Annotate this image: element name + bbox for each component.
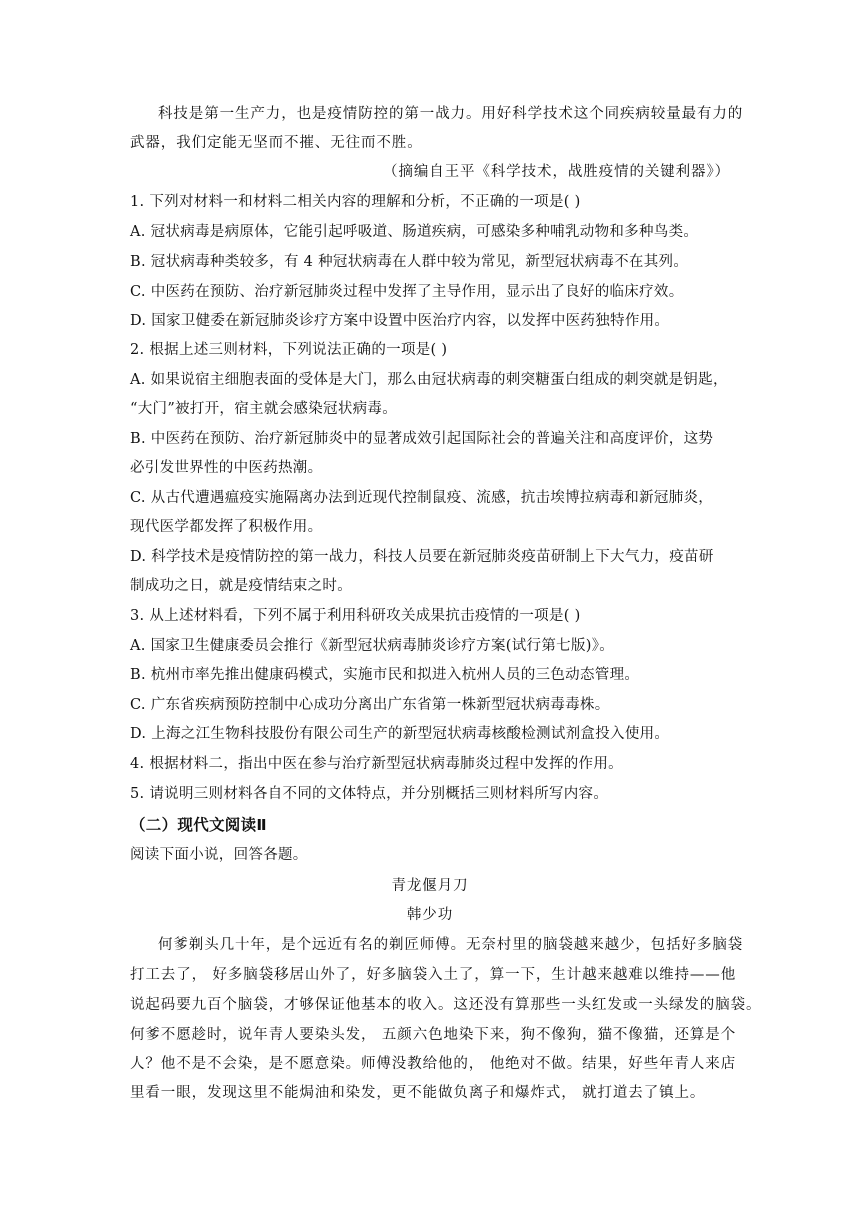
question-2-stem: 2. 根据上述三则材料，下列说法正确的一项是( ) [130, 342, 448, 358]
question-2-option-c-line2: 现代医学都发挥了积极作用。 [130, 519, 323, 535]
question-2-option-a-line1: A. 如果说宿主细胞表面的受体是大门，那么由冠状病毒的刺突糖蛋白组成的刺突就是钥匙， [130, 372, 728, 388]
story-paragraph-line: 人？他不是不会染，是不愿意染。师傅没教给他的， 他绝对不做。结果，好些年青人来店 [130, 1056, 737, 1072]
question-1-option-d: D. 国家卫健委在新冠肺炎诊疗方案中设置中医治疗内容，以发挥中医药独特作用。 [130, 313, 670, 329]
question-3-option-a: A. 国家卫生健康委员会推行《新型冠状病毒肺炎诊疗方案(试行第七版)》。 [130, 638, 615, 654]
story-author: 韩少功 [406, 907, 454, 923]
question-1-option-a: A. 冠状病毒是病原体，它能引起呼吸道、肠道疾病，可感染多种哺乳动物和多种鸟类。 [130, 224, 699, 240]
question-3-option-d: D. 上海之江生物科技股份有限公司生产的新型冠状病毒核酸检测试剂盒投入使用。 [130, 726, 670, 742]
question-2-option-c-line1: C. 从古代遭遇瘟疫实施隔离办法到近现代控制鼠疫、流感，抗击埃博拉病毒和新冠肺炎， [130, 490, 714, 506]
question-2-option-d-line2: 制成功之日，就是疫情结束之时。 [130, 578, 352, 594]
question-3-stem: 3. 从上述材料看，下列不属于利用科研攻关成果抗击疫情的一项是( ) [130, 608, 581, 624]
question-2-option-b-line1: B. 中医药在预防、治疗新冠肺炎中的显著成效引起国际社会的普遍关注和高度评价，这势 [130, 431, 714, 447]
question-3-option-c: C. 广东省疾病预防控制中心成功分离出广东省第一株新型冠状病毒毒株。 [130, 697, 610, 713]
story-paragraph-line: 里看一眼，发现这里不能焗油和染发，更不能做负离子和爆炸式， 就打道去了镇上。 [130, 1085, 706, 1101]
question-1-stem: 1. 下列对材料一和材料二相关内容的理解和分析，不正确的一项是( ) [130, 194, 581, 210]
story-title: 青龙偃月刀 [391, 878, 469, 894]
material3-paragraph-line1: 科技是第一生产力，也是疫情防控的第一战力。用好科学技术这个同疾病较量最有力的 [158, 106, 744, 122]
story-paragraph-line: 打工去了， 好多脑袋移居山外了，好多脑袋入土了，算一下，生计越来越难以维持——他 [130, 967, 737, 983]
question-1-option-b: B. 冠状病毒种类较多，有 4 种冠状病毒在人群中较为常见，新型冠状病毒不在其列。 [130, 254, 689, 270]
question-5: 5. 请说明三则材料各自不同的文体特点，并分别概括三则材料所写内容。 [130, 786, 609, 802]
question-3-option-b: B. 杭州市率先推出健康码模式，实施市民和拟进入杭州人员的三色动态管理。 [130, 667, 640, 683]
story-paragraph-line: 何爹剃头几十年，是个远近有名的剃匠师傅。无奈村里的脑袋越来越少，包括好多脑袋 [158, 937, 744, 953]
story-paragraph-line: 说起码要九百个脑袋，才够保证他基本的收入。这还没有算那些一头红发或一头绿发的脑袋。 [130, 997, 762, 1013]
section-heading: （二）现代文阅读Ⅱ [130, 816, 267, 834]
question-1-option-c: C. 中医药在预防、治疗新冠肺炎过程中发挥了主导作用，显示出了良好的临床疗效。 [130, 284, 684, 300]
question-2-option-a-line2: “大门”被打开，宿主就会感染冠状病毒。 [130, 401, 398, 417]
reading-instruction: 阅读下面小说，回答各题。 [130, 847, 308, 863]
question-4: 4. 根据材料二，指出中医在参与治疗新型冠状病毒肺炎过程中发挥的作用。 [130, 756, 623, 772]
material3-paragraph-line2: 武器，我们定能无坚而不摧、无往而不胜。 [130, 135, 423, 151]
question-2-option-d-line1: D. 科学技术是疫情防控的第一战力，科技人员要在新冠肺炎疫苗研制上下大气力，疫苗研 [130, 549, 714, 565]
story-paragraph-line: 何爹不愿趁时，说年青人要染头发， 五颜六色地染下来，狗不像狗，猫不像猫，还算是个 [130, 1027, 737, 1043]
material3-source-citation: （摘编自王平《科学技术，战胜疫情的关键利器》） [383, 164, 730, 180]
question-2-option-b-line2: 必引发世界性的中医药热潮。 [130, 460, 323, 476]
